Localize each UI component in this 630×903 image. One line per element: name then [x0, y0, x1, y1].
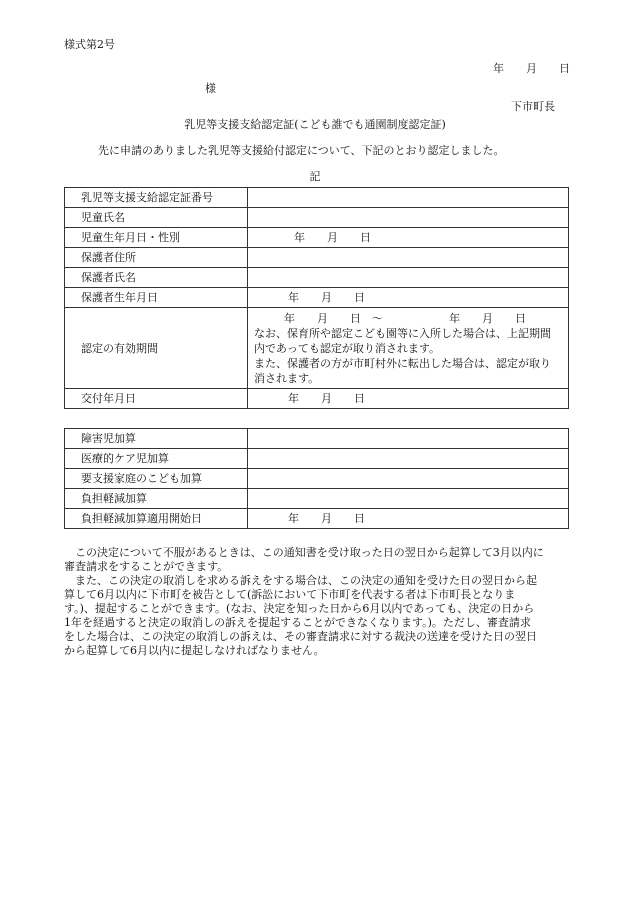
- disabled-child-label: 障害児加算: [65, 429, 248, 449]
- guardian-address-label: 保護者住所: [65, 248, 248, 268]
- issue-date-value: 年 月 日: [248, 389, 569, 409]
- notes-line: また、この決定の取消しを求める訴えをする場合は、この決定の通知を受けた日の翌日から起: [64, 574, 537, 587]
- document-title: 乳児等支援支給認定証(こども誰でも通園制度認定証): [184, 118, 446, 131]
- guardian-name-label: 保護者氏名: [65, 268, 248, 288]
- issue-date: 年 月 日: [493, 62, 570, 75]
- validity-note-line: 消されます。: [254, 371, 320, 385]
- addressee-suffix: 様: [205, 82, 216, 95]
- burden-reduction-label: 負担軽減加算: [65, 489, 248, 509]
- validity-note-line: なお、保育所や認定こども園等に入所した場合は、上記期間: [254, 326, 551, 340]
- table-row: [65, 389, 569, 409]
- disabled-child-value: [248, 429, 569, 449]
- appeal-notes: [64, 546, 569, 658]
- addon-table: [64, 428, 569, 529]
- intro-text: 先に申請のありました乳児等支援給付認定について、下記のとおり認定しました。: [98, 144, 505, 157]
- guardian-address-value: [248, 248, 569, 268]
- table-row: [65, 429, 569, 449]
- support-family-label: 要支援家庭のこども加算: [65, 469, 248, 489]
- form-number: 様式第2号: [64, 38, 115, 51]
- child-birth-value: 年 月 日: [248, 228, 569, 248]
- validity-value: [248, 308, 569, 389]
- issuer-name: 下市町長: [511, 100, 555, 113]
- notes-line: をした場合は、この決定の取消しの訴えは、その審査請求に対する裁決の送達を受けた日の翌日: [64, 630, 537, 643]
- notes-line: 算して6月以内に下市町を被告として(訴訟において下市町を代表する者は下市町長となりま: [64, 588, 516, 601]
- guardian-birth-label: 保護者生年月日: [65, 288, 248, 308]
- validity-label: 認定の有効期間: [65, 308, 248, 389]
- guardian-birth-value: 年 月 日: [248, 288, 569, 308]
- table-row: [65, 228, 569, 248]
- medical-care-label: 医療的ケア児加算: [65, 449, 248, 469]
- cert-number-value: [248, 188, 569, 208]
- table-row: [65, 489, 569, 509]
- medical-care-value: [248, 449, 569, 469]
- notes-line: 審査請求をすることができます。: [64, 560, 229, 573]
- validity-note-line: また、保護者の方が市町村外に転出した場合は、認定が取り: [254, 356, 551, 370]
- validity-range: 年 月 日 ～ 年 月 日: [284, 311, 526, 325]
- burden-reduction-value: [248, 489, 569, 509]
- cert-number-label: 乳児等支援支給認定証番号: [65, 188, 248, 208]
- table-row: [65, 469, 569, 489]
- burden-start-value: 年 月 日: [248, 509, 569, 529]
- table-row: [65, 509, 569, 529]
- table-row: [65, 208, 569, 228]
- support-family-value: [248, 469, 569, 489]
- table-row: [65, 188, 569, 208]
- table-row: [65, 449, 569, 469]
- burden-start-label: 負担軽減加算適用開始日: [65, 509, 248, 529]
- certification-table: [64, 187, 569, 409]
- notes-line: から起算して6月以内に提起しなければなりません。: [64, 644, 325, 657]
- table-row: [65, 308, 569, 389]
- validity-note-line: 内であっても認定が取り消されます。: [254, 341, 441, 355]
- child-birth-sex-label: 児童生年月日・性別: [65, 228, 248, 248]
- notes-line: 1年を経過すると決定の取消しの訴えを提起することができなくなります。)。ただし、審査請求: [64, 616, 531, 629]
- child-name-value: [248, 208, 569, 228]
- notes-line: す。)、提起することができます。(なお、決定を知った日から6月以内であっても、決定の日から: [64, 602, 535, 615]
- child-name-label: 児童氏名: [65, 208, 248, 228]
- issue-date-label: 交付年月日: [65, 389, 248, 409]
- table-row: [65, 288, 569, 308]
- notes-line: この決定について不服があるときは、この通知書を受け取った日の翌日から起算して3月以内に: [64, 546, 544, 559]
- table-row: [65, 248, 569, 268]
- table-row: [65, 268, 569, 288]
- guardian-name-value: [248, 268, 569, 288]
- ki-heading: 記: [309, 170, 321, 183]
